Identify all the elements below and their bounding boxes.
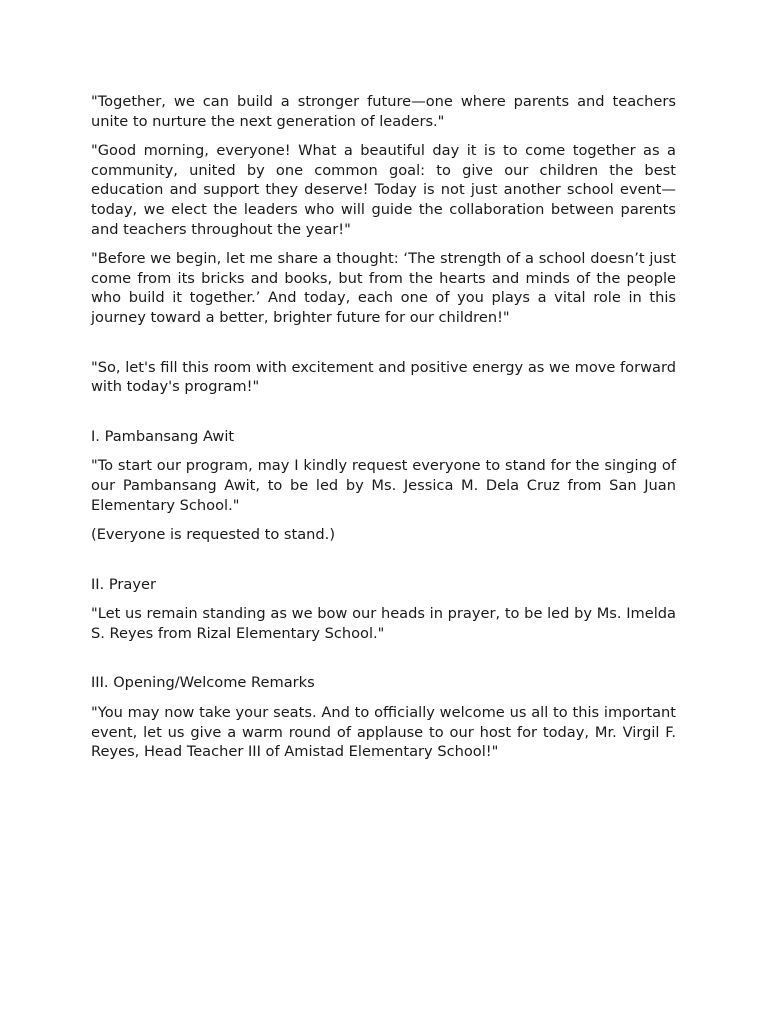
spacer [91,338,676,358]
section-heading-pambansang-awit: I. Pambansang Awit [91,427,235,445]
section-body-opening-remarks: "You may now take your seats. And to officially welcome us all to this important event, let us give a warm round of applause to our host for today, Mr. Virgil F. Reyes, Head Teacher III of Amistad Elementary School!" [91,704,676,761]
document-body [91,92,676,772]
greeting-paragraph: "Good morning, everyone! What a beautiful day it is to come together as a community, united by one common goal: to give our children the best education and support they deserve! Today is not just another school event—today, we elect the leaders who will guide the collaboration between parents and teachers throughout the year!" [91,142,676,238]
spacer [91,407,676,427]
section-body-prayer: "Let us remain standing as we bow our heads in prayer, to be led by Ms. Imelda S. Reyes from Rizal Elementary School." [91,605,676,642]
section-heading-opening-remarks: III. Opening/Welcome Remarks [91,674,315,692]
program-intro-paragraph: "So, let's fill this room with excitement and positive energy as we move forward with today's program!" [91,358,676,396]
section-heading-prayer: II. Prayer [91,575,156,593]
opening-quote-paragraph: "Together, we can build a stronger future—one where parents and teachers unite to nurture the next generation of leaders." [91,93,676,130]
section-note-pambansang-awit: (Everyone is requested to stand.) [91,526,336,544]
spacer [91,653,676,673]
spacer [91,555,676,575]
thought-paragraph: "Before we begin, let me share a thought: ‘The strength of a school doesn’t just come from its bricks and books, but from the hearts and minds of the people who build it together.’ And today, each one of you plays a vital role in this journey toward a better, brighter future for our children!" [91,250,676,326]
section-body-pambansang-awit: "To start our program, may I kindly request everyone to stand for the singing of our Pambansang Awit, to be led by Ms. Jessica M. Dela Cruz from San Juan Elementary School." [91,457,676,514]
